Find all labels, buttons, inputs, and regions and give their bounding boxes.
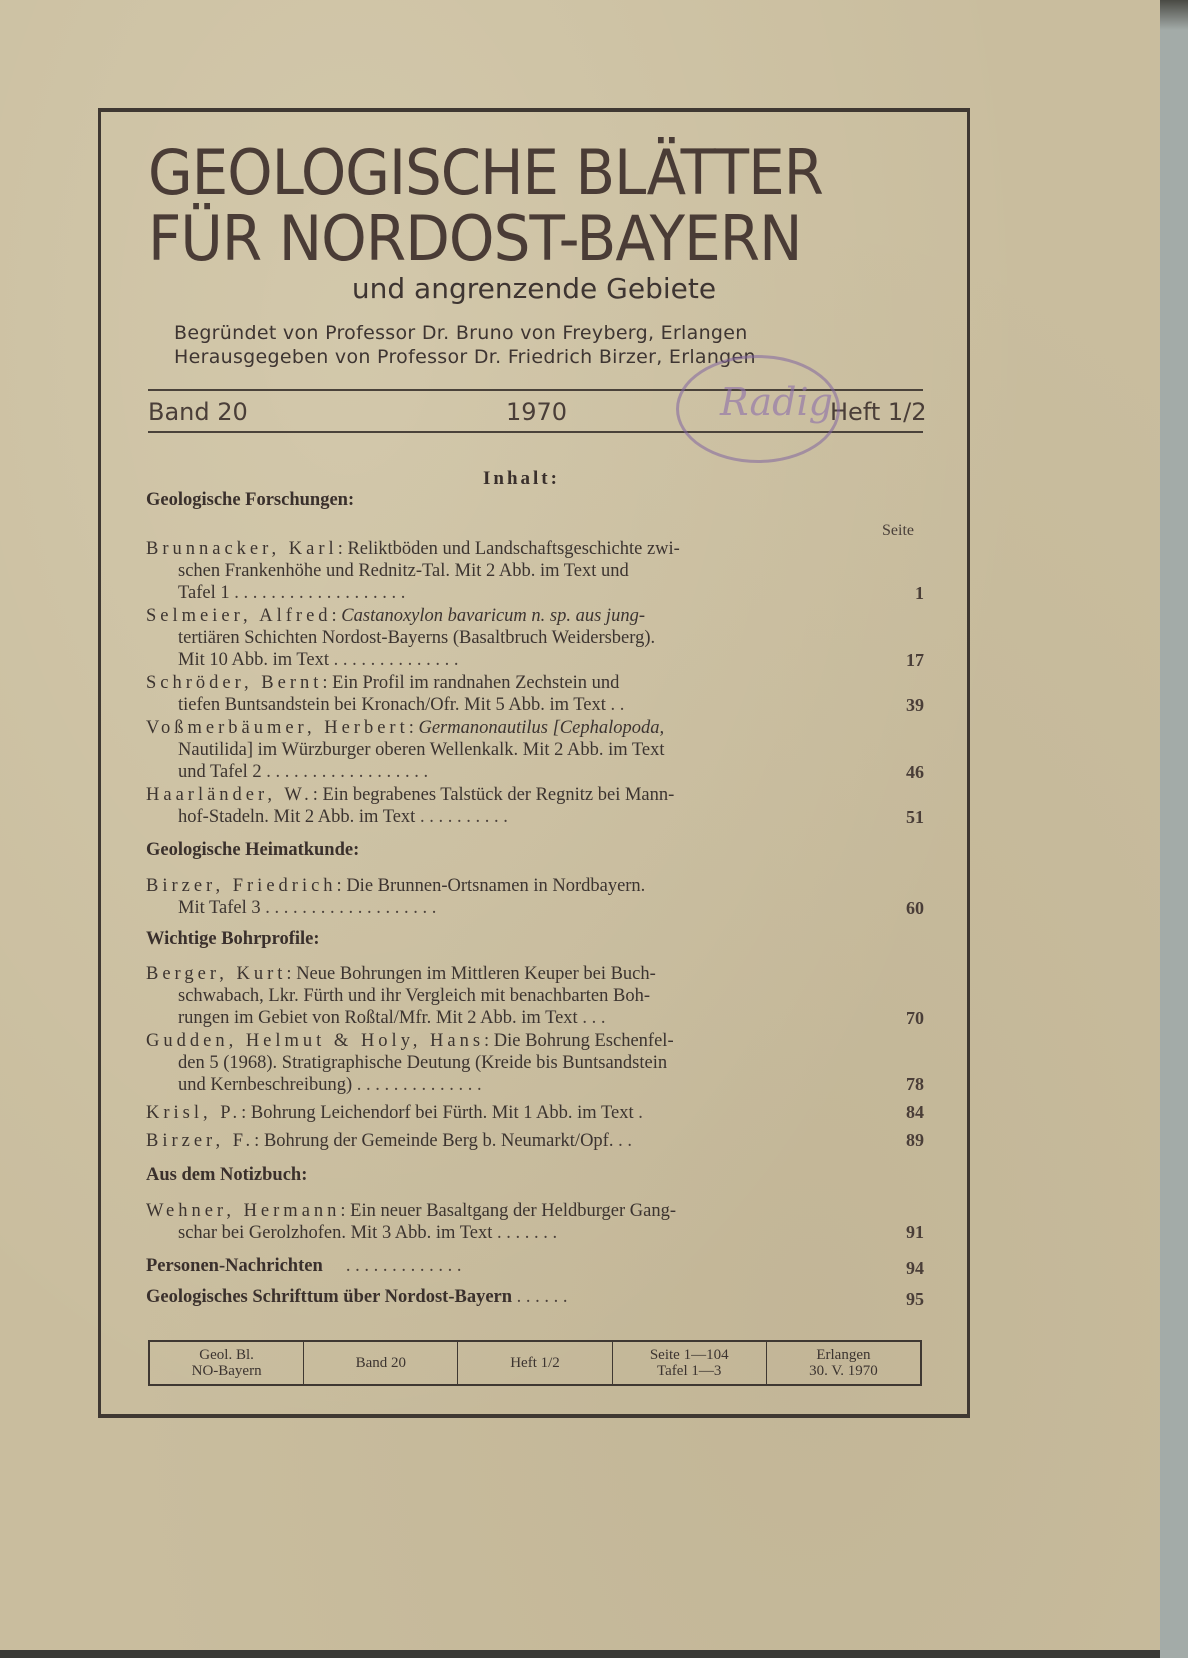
entry-page-number: 60: [906, 898, 924, 918]
band-label: Band 20: [148, 398, 248, 426]
scan-edge-strip: [1160, 0, 1188, 1658]
entry-author: Schröder, Bernt: [146, 673, 323, 693]
footer-cell-journal: [150, 1342, 304, 1384]
entry-text: Die Brunnen-Ortsnamen in Nordbayern.: [346, 876, 646, 896]
scan-edge-shadow: [1160, 0, 1188, 30]
entry-text: Mit 10 Abb. im Text: [178, 650, 329, 670]
footer-cell-place-date: [767, 1342, 920, 1384]
footer-text: NO-Bayern: [191, 1363, 262, 1379]
entry-page-number: 94: [906, 1258, 924, 1278]
toc-item-personen-nachrichten[interactable]: Personen-Nachrichten . . . . . . . . . . . . .: [146, 1256, 462, 1276]
scan-bottom-edge: [0, 1650, 1160, 1658]
footer-text: Tafel 1—3: [657, 1363, 722, 1379]
footer-cell-pages: [613, 1342, 767, 1384]
entry-text: den 5 (1968). Stratigraphische Deutung (Kreide bis Buntsandstein: [178, 1053, 668, 1073]
entry-author: Krisl, P.: [146, 1103, 242, 1123]
toc-entry[interactable]: Krisl, P.: Bohrung Leichendorf bei Fürth. Mit 1 Abb. im Text .: [146, 1103, 643, 1123]
entry-page-number: 1: [915, 583, 924, 603]
footer-text: Geol. Bl.: [199, 1347, 254, 1363]
entry-author: Selmeier, Alfred: [146, 606, 332, 626]
toc-item-schrifttum[interactable]: Geologisches Schrifttum über Nordost-Bayern . . . . . .: [146, 1287, 568, 1307]
entry-text: Bohrung der Gemeinde Berg b. Neumarkt/Opf.: [263, 1131, 614, 1151]
toc-entry[interactable]: Haarländer, W.: Ein begrabenes Talstück der Regnitz bei Mann- hof-Stadeln. Mit 2 Abb. im Text . . . . . . . . . .: [146, 785, 675, 827]
heft-label: Heft 1/2: [830, 398, 927, 426]
entry-text: Tafel 1: [178, 583, 230, 603]
entry-text: Ein Profil im randnahen Zechstein und: [332, 673, 620, 693]
entry-text: rungen im Gebiet von Roßtal/Mfr. Mit 2 Abb. im Text: [178, 1008, 578, 1028]
entry-page-number: 84: [906, 1102, 924, 1122]
section-title: Wichtige Bohrprofile:: [146, 929, 320, 949]
entry-author: Wehner, Hermann: [146, 1201, 341, 1221]
page-column-label: Seite: [882, 522, 914, 539]
entry-page-number: 39: [906, 695, 924, 715]
entry-author: Brunnacker, Karl: [146, 539, 338, 559]
entry-text: Ein neuer Basaltgang der Heldburger Gang-: [350, 1201, 677, 1221]
section-title: Geologische Heimatkunde:: [146, 840, 360, 860]
journal-title-line2: FÜR NORDOST-BAYERN: [148, 202, 802, 275]
toc-entry[interactable]: Schröder, Bernt: Ein Profil im randnahen Zechstein und tiefen Buntsandstein bei Kronach/Ofr. Mit 5 Abb. im Text . .: [146, 673, 625, 715]
toc-entry[interactable]: Wehner, Hermann: Ein neuer Basaltgang der Heldburger Gang- schar bei Gerolzhofen. Mit 3 Abb. im Text . . . . . . .: [146, 1201, 677, 1243]
entry-text: tertiären Schichten Nordost-Bayerns (Basaltbruch Weidersberg).: [178, 628, 656, 648]
toc-entry[interactable]: Selmeier, Alfred: Castanoxylon bavaricum n. sp. aus jung- tertiären Schichten Nordost-Bayerns (Basaltbruch Weidersberg). Mit 10 Abb. im Text . . . . . . . . . . . . . .: [146, 605, 868, 671]
entry-author: Gudden, Helmut & Holy, Hans: [146, 1031, 485, 1051]
footer-text: Erlangen: [816, 1347, 871, 1363]
entry-text: Nautilida] im Würzburger oberen Wellenkalk. Mit 2 Abb. im Text: [178, 740, 665, 760]
journal-subtitle: und angrenzende Gebiete: [351, 272, 717, 305]
footer-text: Heft 1/2: [510, 1355, 560, 1371]
toc-entry[interactable]: Gudden, Helmut & Holy, Hans: Die Bohrung Eschenfel- den 5 (1968). Stratigraphische Deutung (Kreide bis Buntsandstein und Kernbeschreibung) . . . . . . . . . . . . . .: [146, 1030, 868, 1096]
entry-text: Ein begrabenes Talstück der Regnitz bei Mann-: [322, 785, 675, 805]
journal-title-line1: GEOLOGISCHE BLÄTTER: [148, 136, 823, 209]
founder-line: Begründet von Professor Dr. Bruno von Freyberg, Erlangen: [174, 322, 748, 344]
footer-text: Seite 1—104: [649, 1347, 729, 1363]
entry-author: Voßmerbäumer, Herbert: [146, 718, 409, 738]
entry-author: Berger, Kurt: [146, 964, 287, 984]
entry-author: Haarländer, W.: [146, 785, 313, 805]
toc-entry[interactable]: Birzer, F.: Bohrung der Gemeinde Berg b. Neumarkt/Opf. . .: [146, 1131, 632, 1151]
entry-page-number: 46: [906, 762, 924, 782]
entry-text: schar bei Gerolzhofen. Mit 3 Abb. im Text: [178, 1223, 493, 1243]
toc-entry[interactable]: Voßmerbäumer, Herbert: Germanonautilus [Cephalopoda, Nautilida] im Würzburger oberen Wellenkalk. Mit 2 Abb. im Text und Tafel 2 . . . . . . . . . . . . . . . . . .: [146, 717, 868, 783]
entry-author: Birzer, F.: [146, 1131, 255, 1151]
entry-text: Germanonautilus [Cephalopoda,: [418, 718, 665, 738]
entry-page-number: 95: [906, 1289, 924, 1309]
year-label: 1970: [506, 398, 568, 426]
entry-page-number: 91: [906, 1222, 924, 1242]
citation-footer-table: [148, 1340, 922, 1386]
entry-text: Castanoxylon bavaricum n. sp. aus jung-: [341, 606, 645, 626]
entry-page-number: 51: [906, 807, 924, 827]
footer-cell-band: [304, 1342, 458, 1384]
entry-text: schwabach, Lkr. Fürth und ihr Vergleich mit benachbarten Boh-: [178, 986, 650, 1006]
entry-page-number: 17: [906, 650, 924, 670]
toc-entry[interactable]: Berger, Kurt: Neue Bohrungen im Mittleren Keuper bei Buch- schwabach, Lkr. Fürth und ihr Vergleich mit benachbarten Boh- rungen im Gebiet von Roßtal/Mfr. Mit 2 Abb. im Text . . .: [146, 963, 868, 1029]
entry-text: Neue Bohrungen im Mittleren Keuper bei Buch-: [296, 964, 656, 984]
item-label: Personen-Nachrichten: [146, 1256, 323, 1276]
entry-text: schen Frankenhöhe und Rednitz-Tal. Mit 2 Abb. im Text und: [178, 561, 629, 581]
entry-page-number: 89: [906, 1130, 924, 1150]
editor-line: Herausgegeben von Professor Dr. Friedrich Birzer, Erlangen: [174, 346, 756, 368]
section-title: Geologische Forschungen:: [146, 490, 355, 510]
entry-text: tiefen Buntsandstein bei Kronach/Ofr. Mit 5 Abb. im Text: [178, 695, 606, 715]
entry-text: Reliktböden und Landschaftsgeschichte zwi-: [347, 539, 680, 559]
footer-cell-heft: [458, 1342, 612, 1384]
entry-text: Bohrung Leichendorf bei Fürth. Mit 1 Abb. im Text: [250, 1103, 634, 1123]
item-label: Geologisches Schrifttum über Nordost-Bayern: [146, 1287, 513, 1307]
stamp-signature: Radig: [720, 380, 833, 424]
footer-text: 30. V. 1970: [809, 1363, 878, 1379]
entry-text: Mit Tafel 3: [178, 898, 261, 918]
entry-author: Birzer, Friedrich: [146, 876, 337, 896]
footer-text: Band 20: [355, 1355, 407, 1371]
toc-heading: Inhalt:: [483, 468, 560, 489]
entry-text: und Kernbeschreibung): [178, 1075, 353, 1095]
entry-page-number: 78: [906, 1074, 924, 1094]
entry-text: Die Bohrung Eschenfel-: [493, 1031, 674, 1051]
toc-entry[interactable]: Birzer, Friedrich: Die Brunnen-Ortsnamen in Nordbayern. Mit Tafel 3 . . . . . . . . . . . . . . . . . . .: [146, 876, 646, 918]
entry-text: hof-Stadeln. Mit 2 Abb. im Text: [178, 807, 416, 827]
entry-page-number: 70: [906, 1008, 924, 1028]
entry-text: und Tafel 2: [178, 762, 262, 782]
toc-entry[interactable]: Brunnacker, Karl: Reliktböden und Landschaftsgeschichte zwi- schen Frankenhöhe und Rednitz-Tal. Mit 2 Abb. im Text und Tafel 1 . . . . . . . . . . . . . . . . . . .: [146, 538, 868, 604]
section-title: Aus dem Notizbuch:: [146, 1165, 308, 1185]
